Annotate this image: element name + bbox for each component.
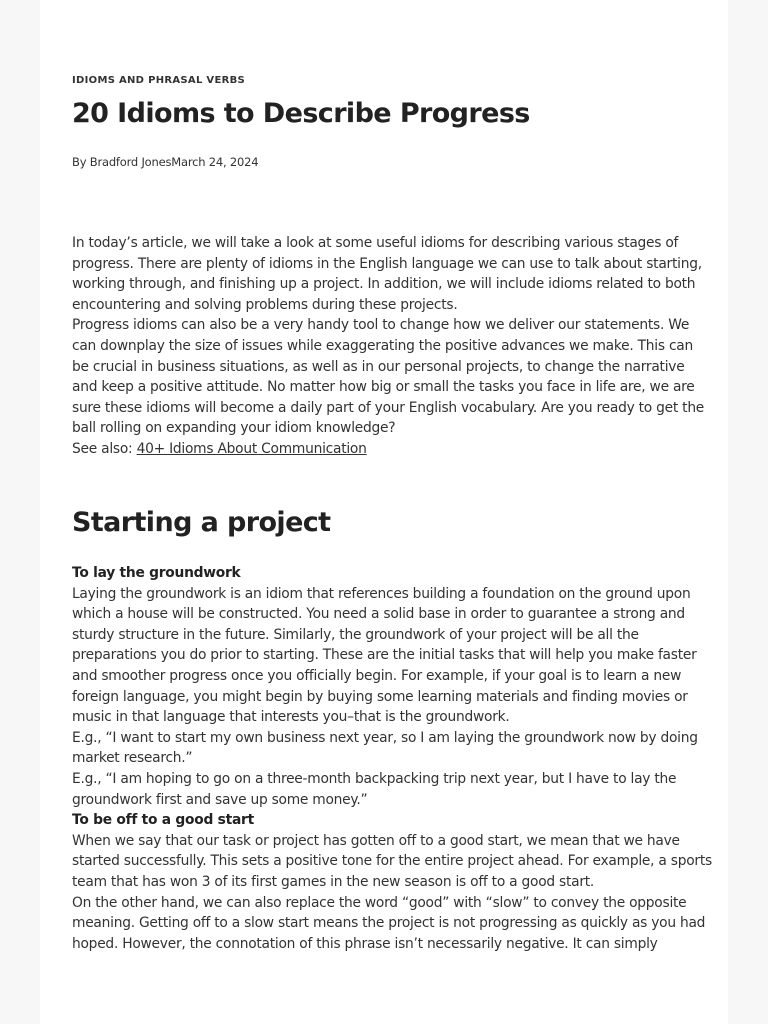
section-heading: Starting a project	[72, 507, 331, 538]
article-page	[40, 0, 728, 1024]
idiom-paragraph: When we say that our task or project has gotten off to a good start, we mean that we have started successfully. This sets a positive tone for the entire project ahead. For example, a sports team that has won 3 of its first games in the new season is off to a good start.	[72, 832, 712, 890]
see-also-line	[72, 439, 712, 460]
intro-paragraph: Progress idioms can also be a very handy tool to change how we deliver our statements. We can downplay the size of issues while exaggerating the positive advances we make. This can be crucial in business situations, as well as in our personal projects, to change the narrative and keep a positive attitude. No matter how big or small the tasks you face in life are, we are sure these idioms will become a daily part of your English vocabulary. Are you ready to get the ball rolling on expanding your idiom knowledge?	[72, 317, 705, 437]
article-title: 20 Idioms to Describe Progress	[72, 98, 530, 129]
see-also-link[interactable]: 40+ Idioms About Communication	[136, 440, 367, 457]
article-byline: By Bradford JonesMarch 24, 2024	[72, 155, 259, 169]
section-body	[72, 563, 712, 954]
idiom-term: To be off to a good start	[72, 812, 254, 829]
see-also-prefix: See also:	[72, 440, 137, 457]
category-label[interactable]: IDIOMS AND PHRASAL VERBS	[72, 75, 245, 86]
intro-paragraph: In today’s article, we will take a look at some useful idioms for describing various stages of progress. There are plenty of idioms in the English language we can use to talk about starting, working through, and finishing up a project. In addition, we will include idioms related to both encountering and solving problems during these projects.	[72, 235, 702, 313]
article-intro	[72, 233, 712, 460]
idiom-example: E.g., “I want to start my own business next year, so I am laying the groundwork now by doing market research.”	[72, 729, 698, 767]
idiom-example: E.g., “I am hoping to go on a three-month backpacking trip next year, but I have to lay the groundwork first and save up some money.”	[72, 770, 677, 808]
idiom-paragraph: Laying the groundwork is an idiom that references building a foundation on the ground upon which a house will be constructed. You need a solid base in order to guarantee a strong and sturdy structure in the future. Similarly, the groundwork of your project will be all the preparations you do prior to starting. These are the initial tasks that will help you make faster and smoother progress once you officially begin. For example, if your goal is to learn a new foreign language, you might begin by buying some learning materials and finding movies or music in that language that interests you–that is the groundwork.	[72, 585, 697, 726]
idiom-term: To lay the groundwork	[72, 565, 241, 581]
idiom-paragraph: On the other hand, we can also replace the word “good” with “slow” to convey the opposite meaning. Getting off to a slow start means the project is not progressing as quickly as you had hoped. However, the connotation of this phrase isn’t necessarily negative. It can simply	[72, 894, 706, 952]
